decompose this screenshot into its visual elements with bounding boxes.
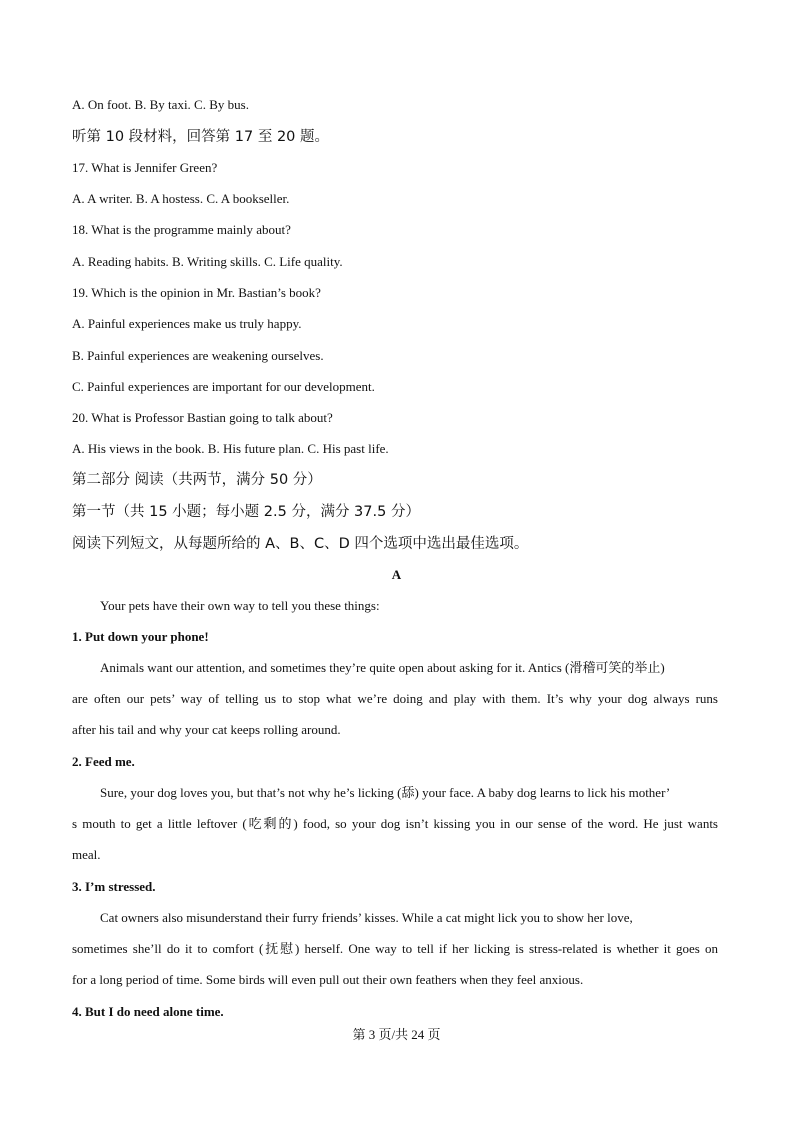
paragraph-1-line-2: are often our pets’ way of telling us to stop what we’re doing and play with them. It’s why your dog always runs xyxy=(72,691,718,706)
question-17: 17. What is Jennifer Green? xyxy=(72,160,218,175)
option-19b: B. Painful experiences are weakening ourselves. xyxy=(72,348,324,363)
passage-intro: Your pets have their own way to tell you these things: xyxy=(100,598,380,613)
options-18: A. Reading habits. B. Writing skills. C. Life quality. xyxy=(72,254,343,269)
paragraph-3-line-1: Cat owners also misunderstand their furry friends’ kisses. While a cat might lick you to show her love, xyxy=(100,910,633,925)
heading-1: 1. Put down your phone! xyxy=(72,629,209,644)
option-19c: C. Painful experiences are important for our development. xyxy=(72,379,375,394)
heading-2: 2. Feed me. xyxy=(72,754,135,769)
part-two-heading: 第二部分 阅读（共两节，满分 50 分） xyxy=(72,472,322,488)
section-one-heading: 第一节（共 15 小题；每小题 2.5 分，满分 37.5 分） xyxy=(72,504,420,520)
section-instruction-10: 听第 10 段材料，回答第 17 至 20 题。 xyxy=(72,129,330,145)
paragraph-3-line-3: for a long period of time. Some birds will even pull out their own feathers when they feel anxious. xyxy=(72,972,584,987)
question-18: 18. What is the programme mainly about? xyxy=(72,222,291,237)
paragraph-3-line-2: sometimes she’ll do it to comfort (抚慰) herself. One way to tell if her licking is stress-related is whether it goes on xyxy=(72,941,718,956)
heading-3: 3. I’m stressed. xyxy=(72,879,156,894)
options-20: A. His views in the book. B. His future plan. C. His past life. xyxy=(72,441,389,456)
page-footer: 第 3 页/共 24 页 xyxy=(352,1027,441,1042)
paragraph-2-line-2: s mouth to get a little leftover (吃剩的) food, so your dog isn’t kissing you in our sense of the word. He just wants xyxy=(72,816,718,831)
paragraph-1-line-3: after his tail and why your cat keeps rolling around. xyxy=(72,722,341,737)
paragraph-2-line-1: Sure, your dog loves you, but that’s not why he’s licking (舔) your face. A baby dog learns to lick his mother’ xyxy=(100,785,671,800)
question-20: 20. What is Professor Bastian going to talk about? xyxy=(72,410,333,425)
reading-instruction: 阅读下列短文，从每题所给的 A、B、C、D 四个选项中选出最佳选项。 xyxy=(72,536,529,552)
paragraph-1-line-1: Animals want our attention, and sometimes they’re quite open about asking for it. Antics (滑稽可笑的举止) xyxy=(100,660,665,675)
question-19: 19. Which is the opinion in Mr. Bastian’s book? xyxy=(72,285,321,300)
paragraph-2-line-3: meal. xyxy=(72,847,101,862)
heading-4: 4. But I do need alone time. xyxy=(72,1004,224,1019)
passage-title: A xyxy=(391,567,402,582)
options-17: A. A writer. B. A hostess. C. A bookseller. xyxy=(72,191,290,206)
option-line-q16: A. On foot. B. By taxi. C. By bus. xyxy=(72,97,249,112)
option-19a: A. Painful experiences make us truly happy. xyxy=(72,316,302,331)
